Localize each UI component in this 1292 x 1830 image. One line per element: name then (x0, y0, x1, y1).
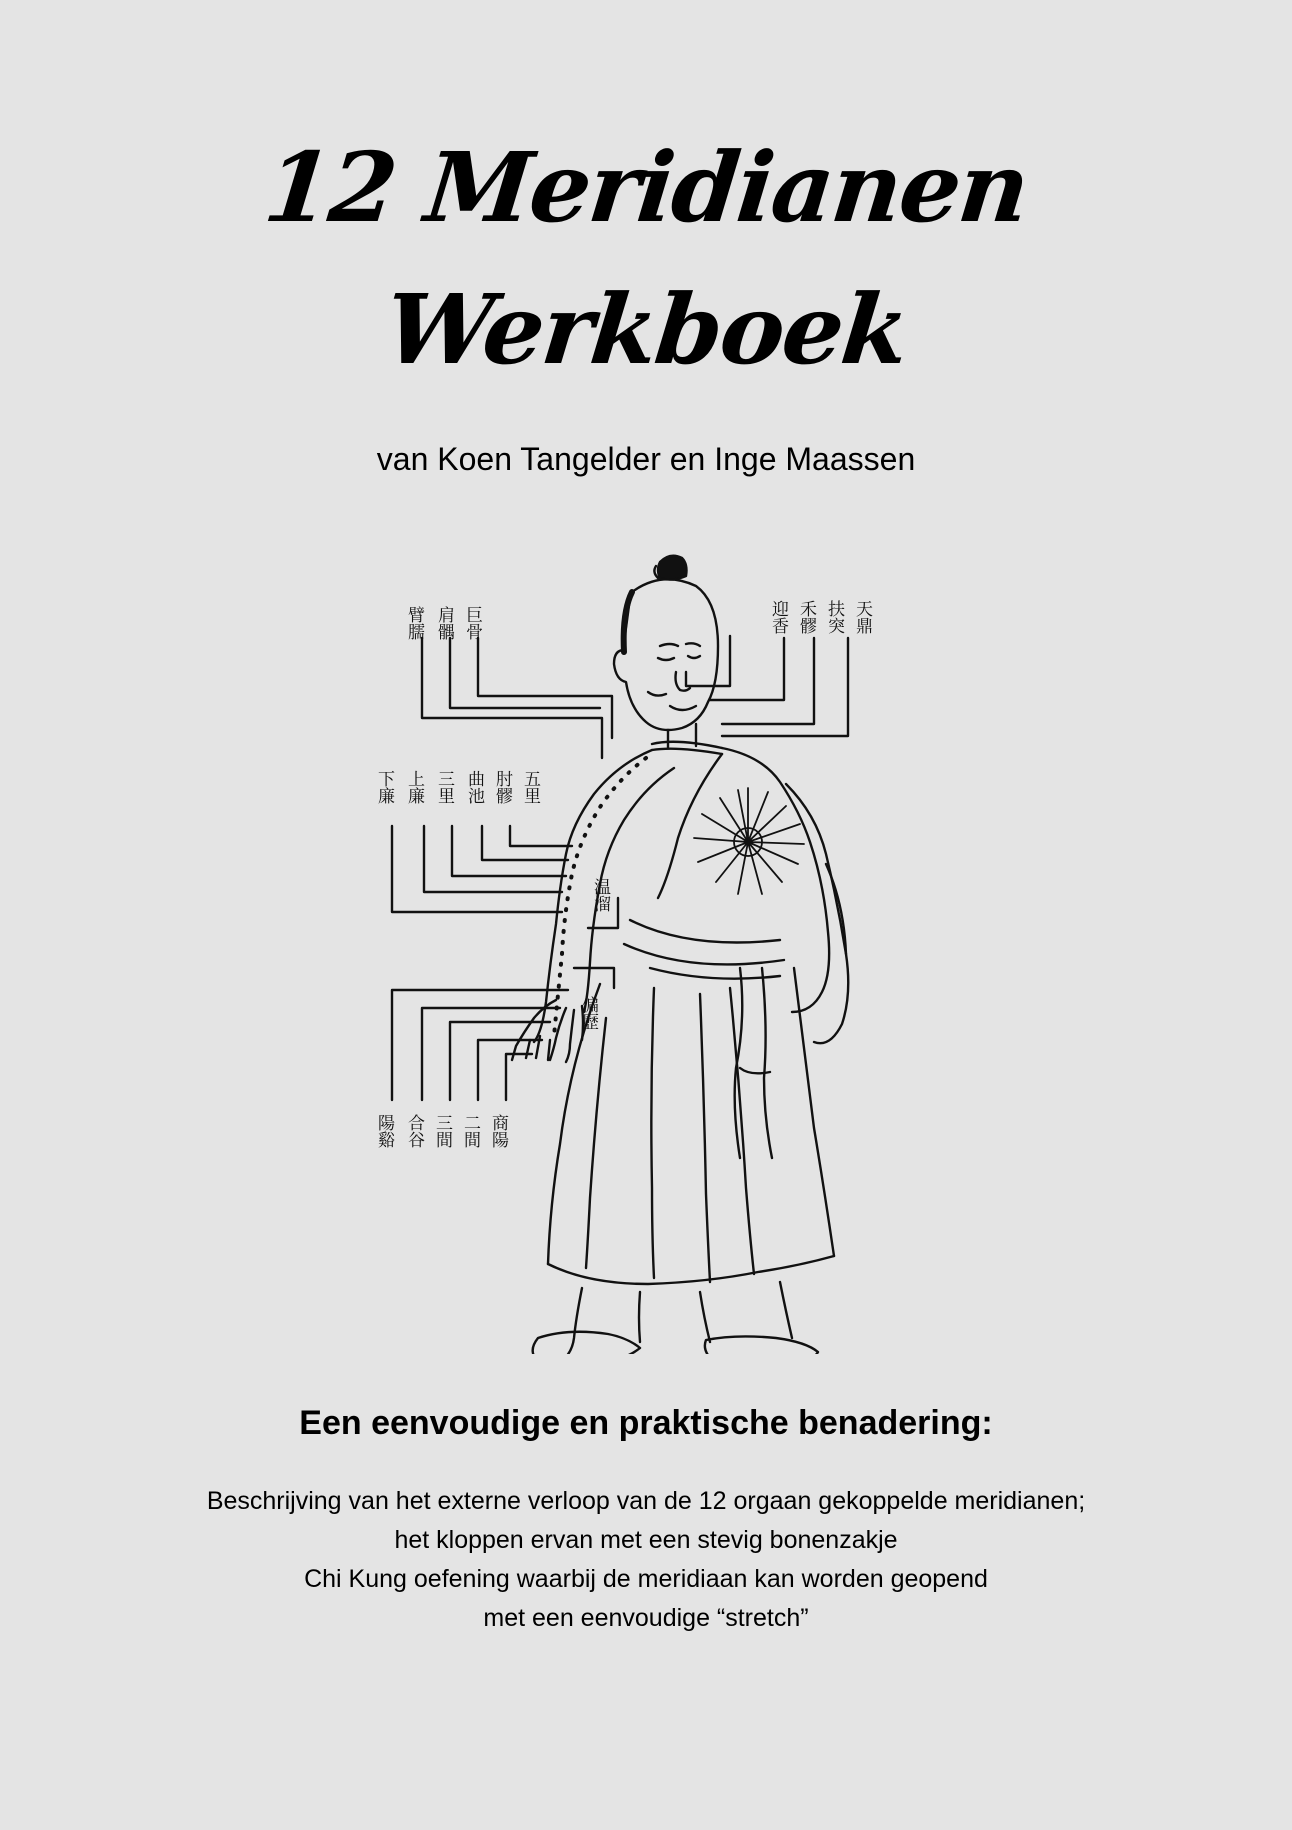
labels-mid-right (578, 878, 611, 1030)
description-line-1: Beschrijving van het externe verloop van de 12 orgaan gekoppelde meridianen; (206, 1487, 1086, 1515)
label-ml-4: 曲池 (464, 770, 484, 804)
label-mr-2: 偏歷 (578, 996, 598, 1030)
labels-bottom-left (374, 1114, 509, 1149)
label-bl-3: 三間 (432, 1114, 452, 1148)
title-line-2: Werkboek (379, 273, 913, 386)
labels-mid-left (374, 770, 541, 804)
label-bl-4: 二間 (460, 1114, 480, 1148)
label-ml-1: 下廉 (374, 770, 394, 804)
label-mr-1: 温溜 (590, 878, 610, 912)
labels-top-left (404, 606, 483, 641)
label-ml-6: 五里 (520, 770, 540, 804)
label-tr-3: 扶突 (824, 600, 844, 634)
label-ml-3: 三里 (434, 770, 454, 804)
meridian-figure-illustration (370, 548, 890, 1354)
label-tr-4: 天鼎 (852, 600, 872, 634)
label-bl-2: 合谷 (404, 1114, 424, 1148)
label-tl-2: 肩髃 (434, 606, 454, 640)
label-tl-3: 巨骨 (462, 606, 482, 640)
title-line-1: 12 Meridianen (259, 131, 1033, 244)
labels-top-right (768, 600, 873, 634)
label-ml-5: 肘髎 (492, 770, 512, 804)
label-tr-1: 迎香 (768, 600, 788, 634)
authors: van Koen Tangelder en Inge Maassen (376, 441, 916, 477)
label-tl-1: 臂臑 (404, 606, 424, 640)
subtitle: Een eenvoudige en praktische benadering: (299, 1404, 993, 1442)
description-line-2: het kloppen ervan met een stevig bonenzakje (394, 1526, 898, 1554)
description (0, 1482, 1292, 1638)
description-line-3: Chi Kung oefening waarbij de meridiaan kan worden geopend (304, 1565, 988, 1593)
description-line-4: met een eenvoudige “stretch” (483, 1604, 809, 1632)
label-bl-1: 陽谿 (374, 1114, 394, 1148)
label-ml-2: 上廉 (404, 770, 424, 804)
label-bl-5: 商陽 (488, 1114, 508, 1148)
label-tr-2: 禾髎 (796, 600, 816, 634)
